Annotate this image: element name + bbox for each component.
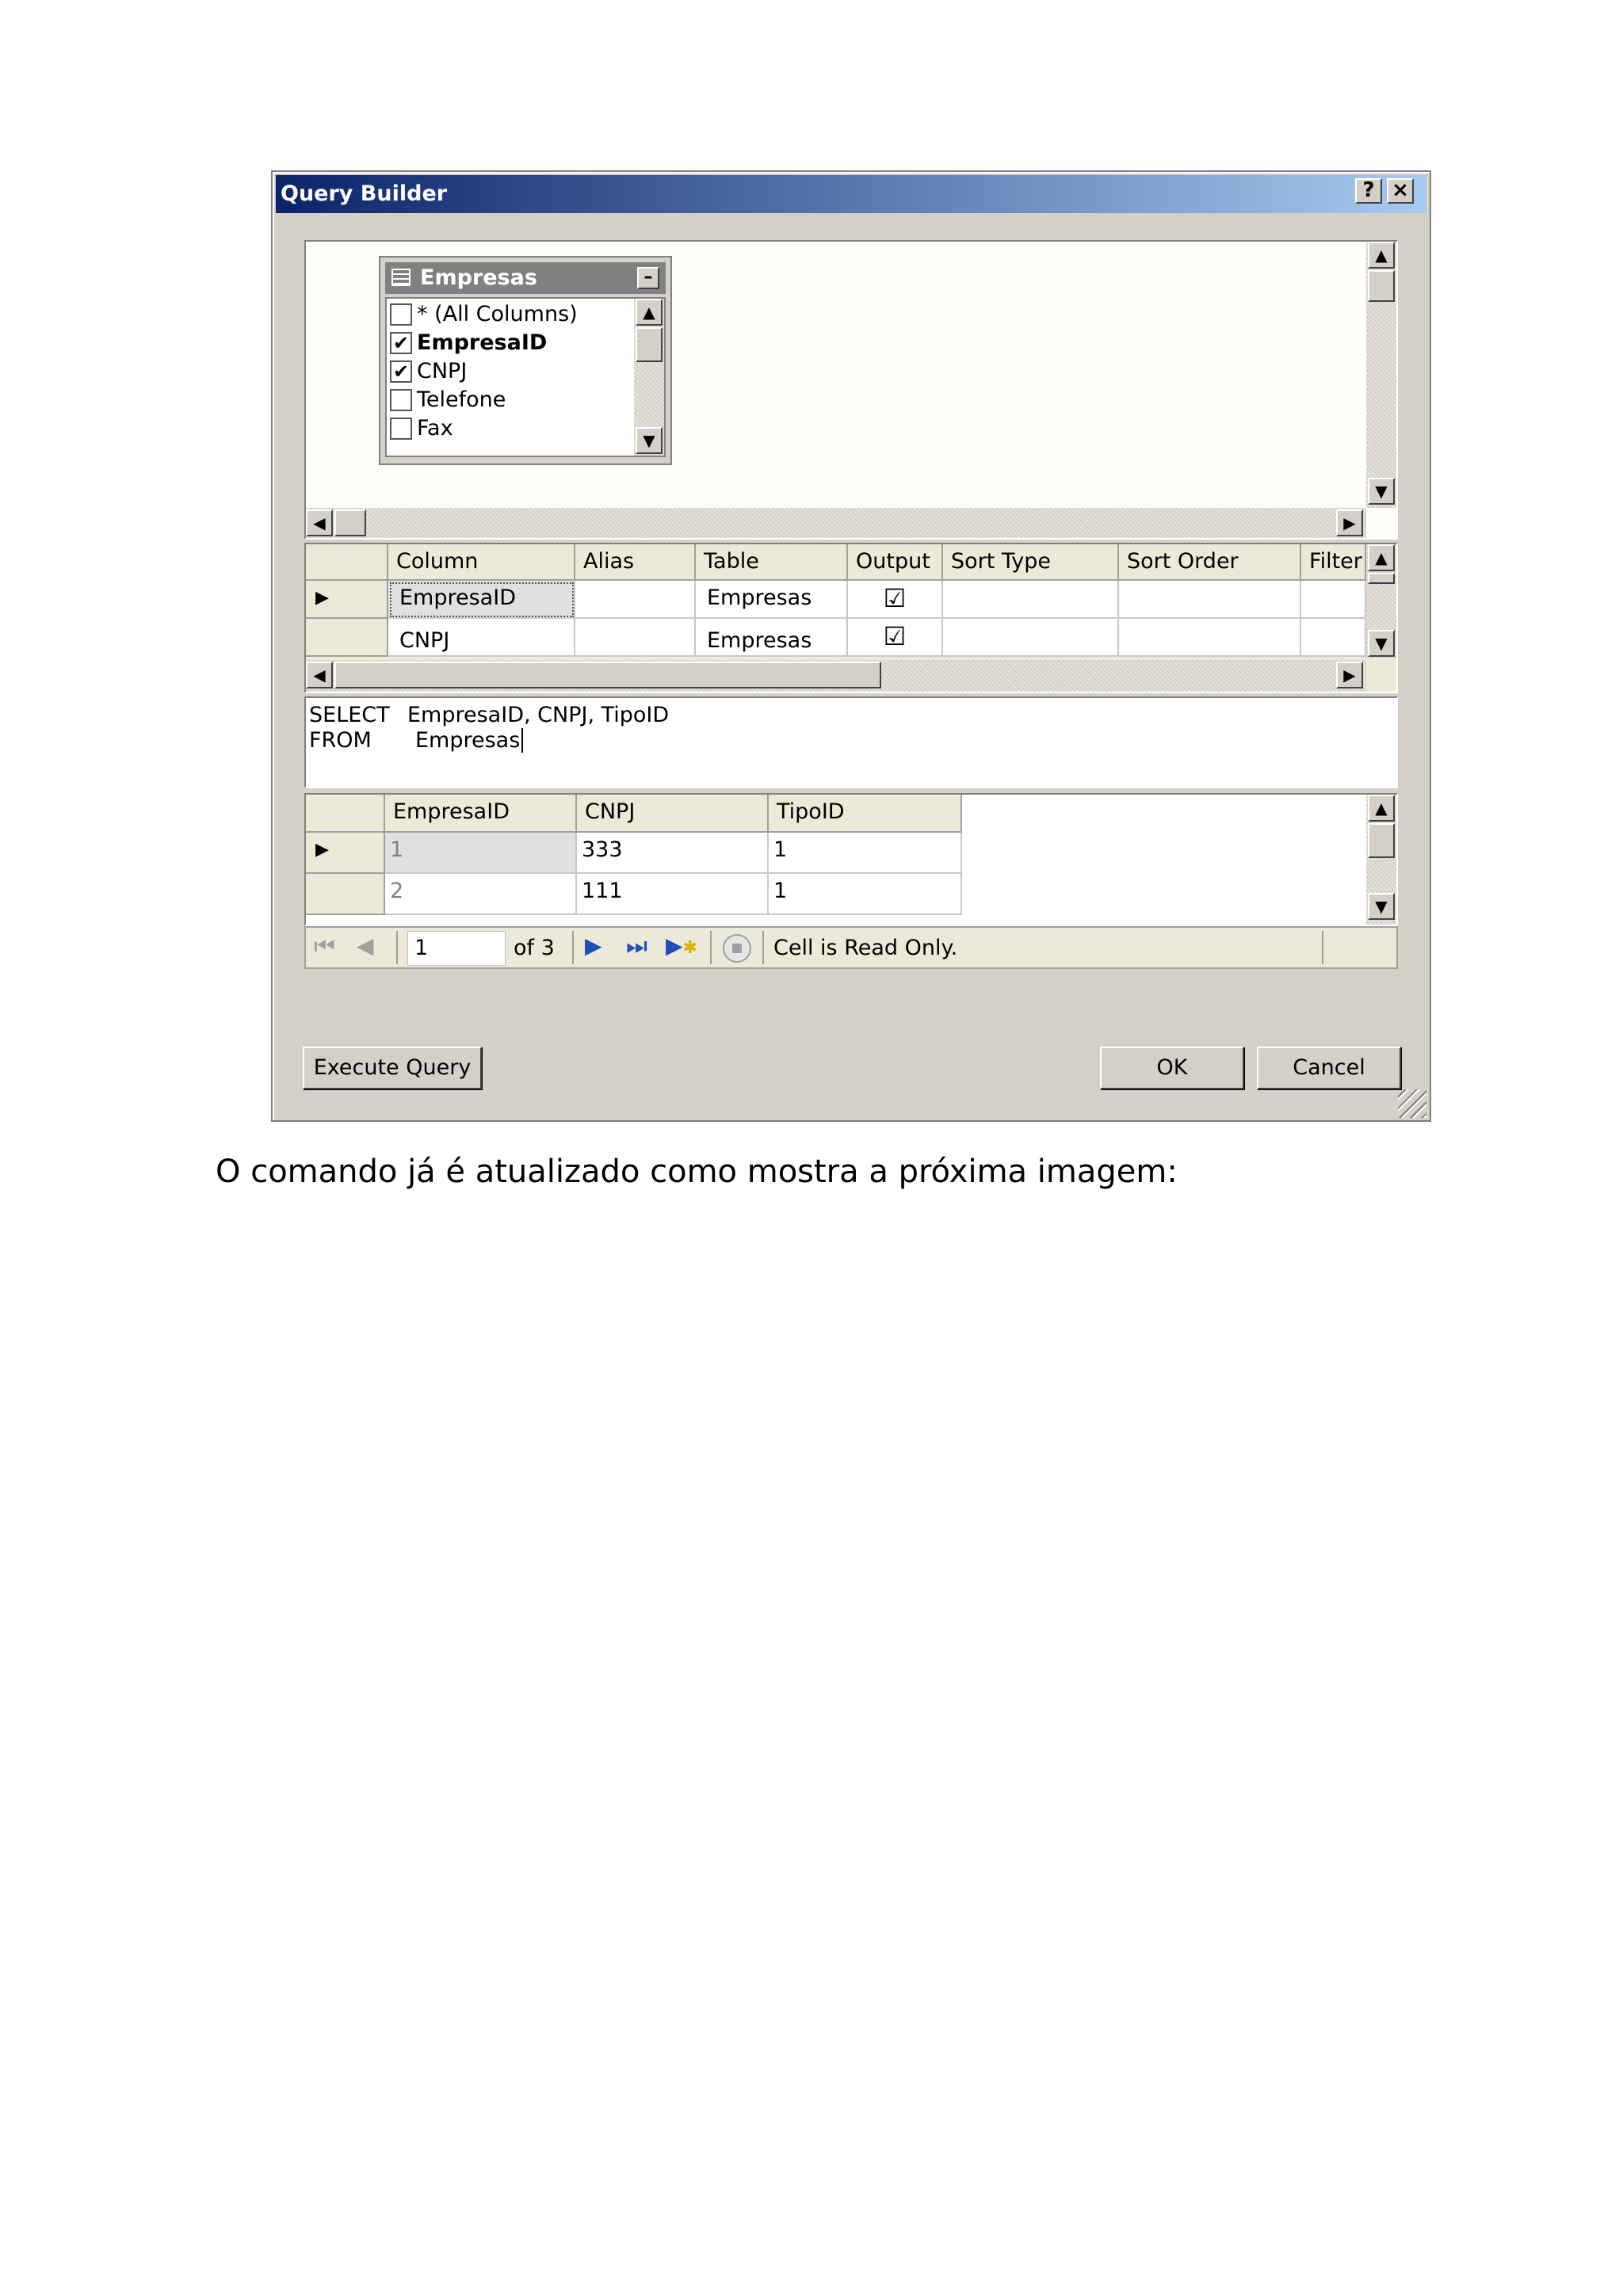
scroll-up-icon[interactable]: ▲ [1368,544,1395,571]
criteria-pane[interactable] [304,543,1398,693]
column-label: Fax [417,416,453,441]
column-label: CNPJ [417,359,468,383]
scroll-down-icon[interactable]: ▼ [1368,893,1395,920]
column-checkbox[interactable] [390,389,412,411]
scroll-thumb[interactable] [1368,573,1395,584]
results-pane[interactable] [304,793,1398,926]
criteria-cell-sort-order[interactable] [1119,581,1301,619]
help-button[interactable] [1355,178,1382,204]
criteria-cell-filter[interactable] [1301,619,1366,657]
diagram-vscrollbar[interactable] [1366,242,1396,508]
scroll-thumb[interactable] [334,662,881,688]
results-cell-cnpj[interactable]: 111 [577,874,769,915]
row-selector-icon[interactable]: ▶ [306,581,388,619]
scroll-right-icon[interactable]: ▶ [1336,662,1363,688]
minimize-icon: – [643,267,653,287]
separator [1322,931,1323,964]
column-list-scrollbar[interactable] [634,299,664,456]
results-cell-cnpj[interactable]: 333 [577,833,769,874]
ok-button[interactable] [1100,1047,1244,1089]
column-label: EmpresaID [417,330,548,355]
row-header-corner [306,544,388,581]
criteria-hscrollbar[interactable] [306,660,1366,692]
scroll-right-icon[interactable]: ▶ [1336,509,1363,536]
scroll-thumb[interactable] [636,327,663,362]
column-checkbox[interactable]: ✔ [390,360,412,383]
criteria-cell-sort-order[interactable] [1119,619,1301,657]
results-vscrollbar[interactable] [1366,795,1396,925]
execute-query-button[interactable] [303,1047,482,1089]
diagram-hscrollbar[interactable] [306,508,1366,538]
criteria-cell-sort-type[interactable] [943,619,1119,657]
title-bar [276,175,1426,213]
table-icon [391,269,411,286]
row-selector[interactable] [306,874,385,915]
criteria-header-alias[interactable]: Alias [575,544,696,581]
add-new-icon[interactable]: ▶✱ [666,933,697,959]
criteria-header-column[interactable]: Column [388,544,575,581]
criteria-cell-filter[interactable] [1301,581,1366,619]
execute-query-label: Execute Query [313,1055,472,1080]
move-previous-icon[interactable]: ◀ [357,933,374,959]
results-cell-tipoid[interactable]: 1 [769,833,962,874]
resize-grip-icon[interactable] [1398,1089,1426,1118]
criteria-row [306,619,1366,657]
results-header-cnpj[interactable]: CNPJ [577,795,769,833]
sql-keyword-from: FROM [309,728,372,753]
scroll-left-icon[interactable]: ◀ [306,662,333,688]
close-icon: × [1392,178,1409,202]
criteria-cell-alias[interactable] [575,581,696,619]
sql-pane[interactable] [304,696,1398,788]
column-item[interactable] [390,357,636,386]
results-cell-empresaid[interactable]: 1 [385,833,577,874]
cancel-label: Cancel [1293,1055,1365,1080]
criteria-header-filter[interactable]: Filter [1301,544,1366,581]
dialog-title: Query Builder [281,181,448,206]
scroll-down-icon[interactable]: ▼ [636,427,663,454]
scroll-up-icon[interactable]: ▲ [1368,242,1395,269]
column-checkbox[interactable]: ✔ [390,332,412,354]
column-checkbox[interactable] [390,418,412,440]
table-box-empresas[interactable] [379,256,672,465]
criteria-header-sort-type[interactable]: Sort Type [943,544,1119,581]
row-selector-icon[interactable]: ▶ [306,833,385,874]
scroll-thumb[interactable] [1368,823,1395,858]
minimize-button[interactable] [637,267,659,289]
column-list[interactable] [385,297,666,457]
criteria-header-output[interactable]: Output [848,544,943,581]
record-navigator [304,926,1398,969]
separator [710,931,712,964]
row-selector[interactable] [306,619,388,657]
move-last-icon[interactable]: ⏭ [626,933,647,960]
results-header-empresaid[interactable]: EmpresaID [385,795,577,833]
sql-from-table: Empresas [415,728,523,753]
help-icon: ? [1362,178,1375,202]
scroll-thumb[interactable] [334,509,366,536]
table-box-title: Empresas [420,265,537,290]
move-first-icon[interactable]: ⏮ [314,933,335,960]
criteria-header-sort-order[interactable]: Sort Order [1119,544,1301,581]
record-count: of 3 [514,936,555,960]
diagram-pane[interactable] [304,240,1398,540]
scroll-down-icon[interactable]: ▼ [1368,478,1395,505]
criteria-cell-table[interactable]: Empresas [696,619,848,657]
scroll-thumb[interactable] [1368,270,1395,302]
column-label: * (All Columns) [417,302,578,326]
output-checkbox[interactable]: ☑ [848,619,943,657]
column-item[interactable] [390,414,636,443]
cancel-button[interactable] [1257,1047,1401,1089]
row-header-corner [306,795,385,833]
results-header-tipoid[interactable]: TipoID [769,795,962,833]
status-text: Cell is Read Only. [773,936,958,960]
criteria-cell-alias[interactable] [575,619,696,657]
scroll-left-icon[interactable]: ◀ [306,509,333,536]
sql-keyword-select: SELECT [309,703,390,727]
output-checkbox[interactable]: ☑ [848,581,943,619]
document-caption: O comando já é atualizado como mostra a próxima imagem: [216,1154,1178,1190]
criteria-cell-column[interactable]: CNPJ [388,619,575,657]
scroll-down-icon[interactable]: ▼ [1368,630,1395,657]
sql-select-list: EmpresaID, CNPJ, TipoID [407,703,670,727]
criteria-header-table[interactable]: Table [696,544,848,581]
position-input[interactable]: 1 [407,931,506,966]
ok-label: OK [1156,1055,1188,1080]
scroll-up-icon[interactable]: ▲ [636,299,663,326]
criteria-vscrollbar[interactable] [1366,544,1396,658]
column-item[interactable] [390,329,636,357]
criteria-cell-sort-type[interactable] [943,581,1119,619]
table-box-header[interactable] [385,262,666,294]
results-cell-empresaid[interactable]: 2 [385,874,577,915]
column-item[interactable] [390,386,636,414]
criteria-cell-column[interactable]: EmpresaID [388,581,575,619]
separator [572,931,574,964]
criteria-cell-table[interactable]: Empresas [696,581,848,619]
column-label: Telefone [417,387,506,412]
scroll-up-icon[interactable]: ▲ [1368,795,1395,822]
separator [762,931,764,964]
close-button[interactable] [1387,178,1414,204]
results-cell-tipoid[interactable]: 1 [769,874,962,915]
query-builder-dialog [271,170,1431,1122]
separator [396,931,398,964]
column-item[interactable] [390,300,636,329]
stop-icon[interactable] [723,934,751,963]
move-next-icon[interactable]: ▶ [585,933,602,959]
column-checkbox[interactable] [390,303,412,326]
